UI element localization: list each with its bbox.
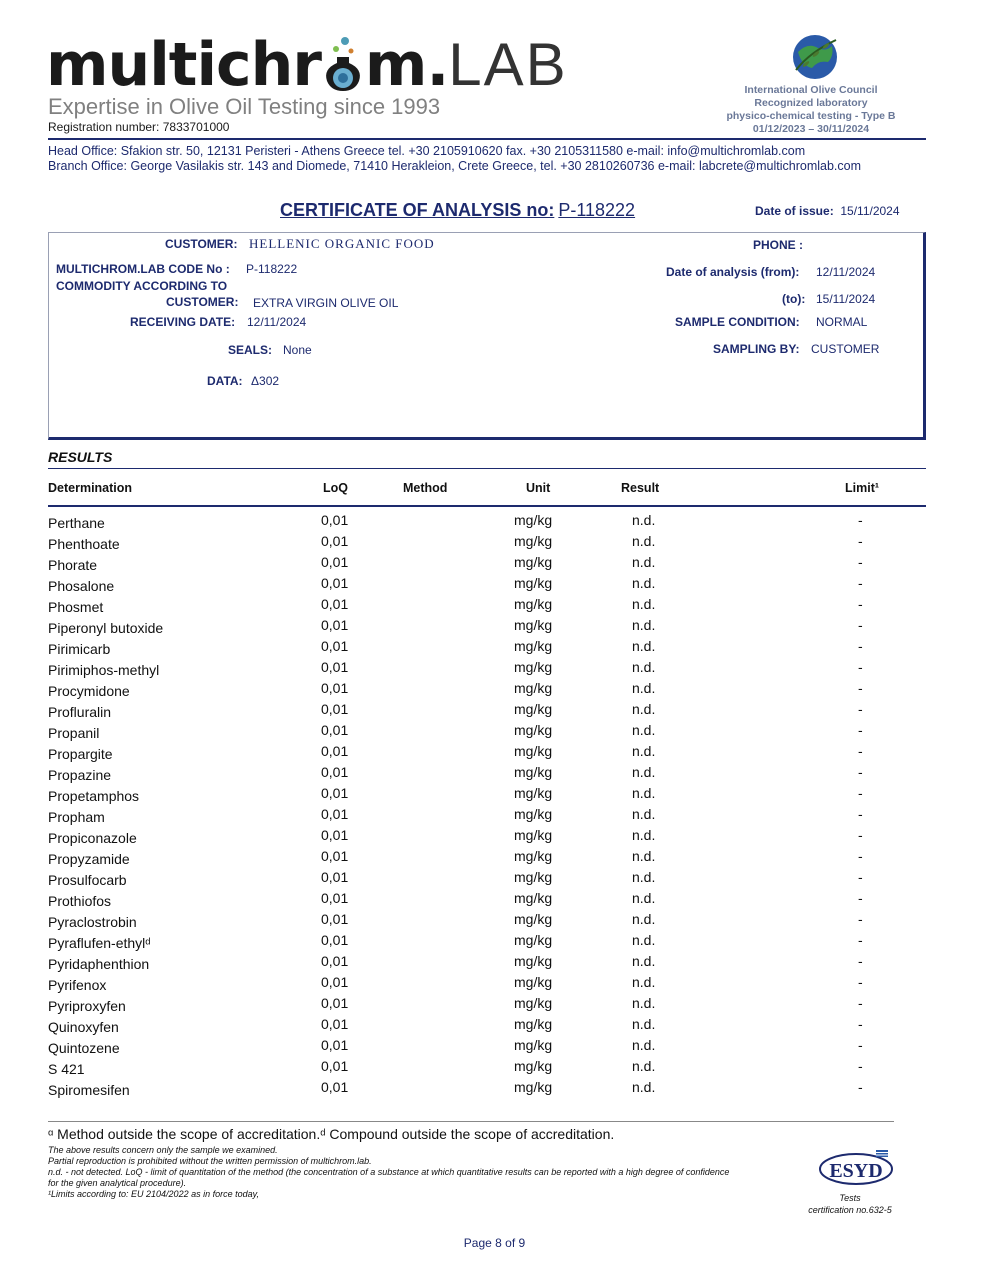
- customer-value: HELLENIC ORGANIC FOOD: [249, 236, 435, 251]
- table-row: [48, 911, 926, 932]
- unit-cell: mg/kg: [514, 680, 553, 696]
- determination-cell: Pirimiphos-methyl: [48, 662, 160, 678]
- determination-cell: S 421: [48, 1061, 85, 1077]
- limit-cell: -: [858, 911, 863, 927]
- registration-number: Registration number: 7833701000: [48, 120, 230, 134]
- limit-cell: -: [858, 1016, 863, 1032]
- unit-cell: mg/kg: [514, 932, 553, 948]
- determination-cell: Propham: [48, 809, 105, 825]
- determination-cell: Pirimicarb: [48, 641, 111, 657]
- table-row: [48, 890, 926, 911]
- loq-cell: 0,01: [321, 785, 349, 801]
- receiving-date-label: RECEIVING DATE:: [130, 315, 236, 329]
- result-cell: n.d.: [632, 974, 656, 990]
- page-number: Page 8 of 9: [463, 1236, 526, 1250]
- table-row: [48, 638, 926, 659]
- unit-cell: mg/kg: [514, 722, 553, 738]
- analysis-from-label: Date of analysis (from):: [666, 265, 800, 279]
- unit-cell: mg/kg: [514, 554, 553, 570]
- result-cell: n.d.: [632, 617, 656, 633]
- results-table: [48, 512, 926, 1100]
- ioc-recognition: International Olive Council Recognized laboratory physico-chemical testing - Type B 01/12/2023 – 30/11/2024: [726, 84, 896, 135]
- table-row: [48, 596, 926, 617]
- unit-cell: mg/kg: [514, 890, 553, 906]
- limit-cell: -: [858, 512, 863, 528]
- analysis-to-label: (to):: [782, 292, 806, 306]
- table-row: [48, 764, 926, 785]
- limit-cell: -: [858, 701, 863, 717]
- branch-office: Branch Office: George Vasilakis str. 143 and Diomede, 71410 Herakleion, Crete Greece, tel. +30 2810260736 e-mail: labcrete@multichromlab.com: [48, 159, 862, 173]
- result-cell: n.d.: [632, 512, 656, 528]
- footnote: n.d. - not detected. LoQ - limit of quantitation of the method (the concentration of a substance at which quantitative results can be reported with a high degree of confidence: [48, 1167, 730, 1177]
- determination-cell: Perthane: [48, 515, 105, 531]
- table-row: [48, 974, 926, 995]
- result-cell: n.d.: [632, 680, 656, 696]
- result-cell: n.d.: [632, 869, 656, 885]
- result-cell: n.d.: [632, 932, 656, 948]
- limit-cell: -: [858, 743, 863, 759]
- result-cell: n.d.: [632, 743, 656, 759]
- result-cell: n.d.: [632, 596, 656, 612]
- commodity-value: EXTRA VIRGIN OLIVE OIL: [253, 296, 399, 310]
- table-row: [48, 785, 926, 806]
- determination-cell: Prothiofos: [48, 893, 112, 909]
- loq-cell: 0,01: [321, 680, 349, 696]
- loq-cell: 0,01: [321, 596, 349, 612]
- unit-cell: mg/kg: [514, 596, 553, 612]
- data-value: Δ302: [251, 374, 280, 388]
- determination-cell: Pyrifenox: [48, 977, 107, 993]
- unit-cell: mg/kg: [514, 953, 553, 969]
- data-label: DATA:: [207, 374, 243, 388]
- seals-value: None: [283, 343, 312, 357]
- unit-cell: mg/kg: [514, 974, 553, 990]
- result-cell: n.d.: [632, 953, 656, 969]
- determination-cell: Profluralin: [48, 704, 112, 720]
- determination-cell: Quinoxyfen: [48, 1019, 119, 1035]
- result-cell: n.d.: [632, 554, 656, 570]
- analysis-from-value: 12/11/2024: [816, 265, 876, 279]
- table-row: [48, 512, 926, 533]
- loq-cell: 0,01: [321, 848, 349, 864]
- limit-cell: -: [858, 995, 863, 1011]
- limit-cell: -: [858, 680, 863, 696]
- limit-cell: -: [858, 1037, 863, 1053]
- head-office: Head Office: Sfakion str. 50, 12131 Peristeri - Athens Greece tel. +30 2105910620 fax. +30 2105311580 e-mail: info@multichromlab.com: [48, 144, 806, 158]
- footnote: ¹Limits according to: EU 2104/2022 as in force today,: [48, 1189, 259, 1199]
- determination-cell: Propanil: [48, 725, 100, 741]
- determination-cell: Propiconazole: [48, 830, 137, 846]
- unit-cell: mg/kg: [514, 701, 553, 717]
- loq-cell: 0,01: [321, 533, 349, 549]
- result-cell: n.d.: [632, 764, 656, 780]
- result-cell: n.d.: [632, 659, 656, 675]
- loq-cell: 0,01: [321, 995, 349, 1011]
- loq-cell: 0,01: [321, 953, 349, 969]
- header-limit: Limit¹: [845, 481, 880, 495]
- determination-cell: Phosalone: [48, 578, 115, 594]
- loq-cell: 0,01: [321, 575, 349, 591]
- table-row: [48, 533, 926, 554]
- table-row: [48, 848, 926, 869]
- loq-cell: 0,01: [321, 617, 349, 633]
- analysis-to-value: 15/11/2024: [816, 292, 876, 306]
- result-cell: n.d.: [632, 533, 656, 549]
- unit-cell: mg/kg: [514, 995, 553, 1011]
- svg-text:ESYD: ESYD: [829, 1160, 883, 1182]
- loq-cell: 0,01: [321, 932, 349, 948]
- result-cell: n.d.: [632, 890, 656, 906]
- unit-cell: mg/kg: [514, 533, 553, 549]
- unit-cell: mg/kg: [514, 869, 553, 885]
- limit-cell: -: [858, 1058, 863, 1074]
- loq-cell: 0,01: [321, 1079, 349, 1095]
- unit-cell: mg/kg: [514, 638, 553, 654]
- limit-cell: -: [858, 848, 863, 864]
- sampling-by-label: SAMPLING BY:: [713, 342, 800, 356]
- accreditation-note: ᵅ Method outside the scope of accreditation.ᵈ Compound outside the scope of accreditation.: [48, 1126, 615, 1142]
- loq-cell: 0,01: [321, 869, 349, 885]
- unit-cell: mg/kg: [514, 827, 553, 843]
- result-cell: n.d.: [632, 575, 656, 591]
- loq-cell: 0,01: [321, 974, 349, 990]
- result-cell: n.d.: [632, 785, 656, 801]
- limit-cell: -: [858, 827, 863, 843]
- table-row: [48, 554, 926, 575]
- result-cell: n.d.: [632, 911, 656, 927]
- loq-cell: 0,01: [321, 1016, 349, 1032]
- table-row: [48, 1016, 926, 1037]
- result-cell: n.d.: [632, 1016, 656, 1032]
- ioc-globe-icon: [788, 30, 842, 84]
- unit-cell: mg/kg: [514, 1016, 553, 1032]
- limit-cell: -: [858, 533, 863, 549]
- unit-cell: mg/kg: [514, 1079, 553, 1095]
- unit-cell: mg/kg: [514, 848, 553, 864]
- determination-cell: Piperonyl butoxide: [48, 620, 164, 636]
- unit-cell: mg/kg: [514, 512, 553, 528]
- table-row: [48, 701, 926, 722]
- loq-cell: 0,01: [321, 701, 349, 717]
- determination-cell: Propargite: [48, 746, 113, 762]
- results-title: RESULTS: [48, 449, 113, 465]
- determination-cell: Pyraclostrobin: [48, 914, 137, 930]
- table-row: [48, 1058, 926, 1079]
- determination-cell: Quintozene: [48, 1040, 120, 1056]
- limit-cell: -: [858, 596, 863, 612]
- unit-cell: mg/kg: [514, 911, 553, 927]
- footnote: for the given analytical procedure).: [48, 1178, 187, 1188]
- header-determination: Determination: [48, 481, 133, 495]
- limit-cell: -: [858, 890, 863, 906]
- issue-date: Date of issue: 15/11/2024: [755, 204, 900, 218]
- limit-cell: -: [858, 659, 863, 675]
- loq-cell: 0,01: [321, 1058, 349, 1074]
- limit-cell: -: [858, 932, 863, 948]
- determination-cell: Procymidone: [48, 683, 130, 699]
- unit-cell: mg/kg: [514, 1058, 553, 1074]
- tests-certification: Tests certification no.632-5: [808, 1193, 892, 1215]
- flask-icon: [321, 30, 365, 100]
- loq-cell: 0,01: [321, 1037, 349, 1053]
- loq-cell: 0,01: [321, 764, 349, 780]
- limit-cell: -: [858, 764, 863, 780]
- lab-code-label: MULTICHROM.LAB CODE No :: [56, 262, 230, 276]
- loq-cell: 0,01: [321, 659, 349, 675]
- determination-cell: Propyzamide: [48, 851, 130, 867]
- result-cell: n.d.: [632, 1037, 656, 1053]
- header-unit: Unit: [526, 481, 551, 495]
- results-top-divider: [48, 468, 926, 469]
- unit-cell: mg/kg: [514, 764, 553, 780]
- result-cell: n.d.: [632, 1079, 656, 1095]
- commodity-label: COMMODITY ACCORDING TO: [56, 279, 228, 293]
- table-row: [48, 743, 926, 764]
- determination-cell: Pyraflufen-ethylᵈ: [48, 935, 151, 951]
- commodity-customer-label: CUSTOMER:: [166, 295, 239, 309]
- sample-condition-label: SAMPLE CONDITION:: [675, 315, 800, 329]
- table-row: [48, 659, 926, 680]
- result-cell: n.d.: [632, 848, 656, 864]
- table-row: [48, 680, 926, 701]
- company-logo: multichr m.LAB: [46, 30, 568, 100]
- table-row: [48, 1079, 926, 1100]
- footnote: Partial reproduction is prohibited without the written permission of multichrom.lab.: [48, 1156, 372, 1166]
- lab-code-value: P-118222: [246, 262, 298, 276]
- limit-cell: -: [858, 617, 863, 633]
- loq-cell: 0,01: [321, 890, 349, 906]
- table-row: [48, 827, 926, 848]
- limit-cell: -: [858, 869, 863, 885]
- loq-cell: 0,01: [321, 722, 349, 738]
- sample-condition-value: NORMAL: [816, 315, 868, 329]
- header-result: Result: [621, 481, 660, 495]
- determination-cell: Pyridaphenthion: [48, 956, 150, 972]
- loq-cell: 0,01: [321, 743, 349, 759]
- seals-label: SEALS:: [228, 343, 273, 357]
- limit-cell: -: [858, 638, 863, 654]
- result-cell: n.d.: [632, 995, 656, 1011]
- limit-cell: -: [858, 575, 863, 591]
- table-row: [48, 869, 926, 890]
- unit-cell: mg/kg: [514, 806, 553, 822]
- loq-cell: 0,01: [321, 554, 349, 570]
- result-cell: n.d.: [632, 827, 656, 843]
- table-row: [48, 995, 926, 1016]
- header-loq: LoQ: [323, 481, 348, 495]
- loq-cell: 0,01: [321, 638, 349, 654]
- result-cell: n.d.: [632, 701, 656, 717]
- table-row: [48, 617, 926, 638]
- loq-cell: 0,01: [321, 827, 349, 843]
- limit-cell: -: [858, 806, 863, 822]
- results-header-divider: [48, 505, 926, 507]
- determination-cell: Phorate: [48, 557, 98, 573]
- determination-cell: Prosulfocarb: [48, 872, 127, 888]
- loq-cell: 0,01: [321, 512, 349, 528]
- esyd-logo: [818, 1150, 894, 1186]
- table-row: [48, 1037, 926, 1058]
- limit-cell: -: [858, 722, 863, 738]
- limit-cell: -: [858, 1079, 863, 1095]
- unit-cell: mg/kg: [514, 1037, 553, 1053]
- determination-cell: Propazine: [48, 767, 112, 783]
- customer-label: CUSTOMER:: [165, 237, 238, 251]
- determination-cell: Pyriproxyfen: [48, 998, 126, 1014]
- limit-cell: -: [858, 554, 863, 570]
- table-row: [48, 953, 926, 974]
- certificate-title: CERTIFICATE OF ANALYSIS no: P-118222: [280, 200, 636, 220]
- sampling-by-value: CUSTOMER: [811, 342, 880, 356]
- result-cell: n.d.: [632, 1058, 656, 1074]
- table-row: [48, 575, 926, 596]
- unit-cell: mg/kg: [514, 743, 553, 759]
- loq-cell: 0,01: [321, 806, 349, 822]
- determination-cell: Phosmet: [48, 599, 104, 615]
- result-cell: n.d.: [632, 722, 656, 738]
- certificate-number: P-118222: [558, 200, 636, 220]
- footnote: The above results concern only the sample we examined.: [48, 1145, 278, 1155]
- table-row: [48, 932, 926, 953]
- receiving-date-value: 12/11/2024: [247, 315, 307, 329]
- tagline: Expertise in Olive Oil Testing since 1993: [48, 94, 441, 119]
- phone-label: PHONE :: [753, 238, 804, 252]
- unit-cell: mg/kg: [514, 617, 553, 633]
- determination-cell: Spiromesifen: [48, 1082, 130, 1098]
- table-row: [48, 806, 926, 827]
- header-divider: [48, 138, 926, 140]
- loq-cell: 0,01: [321, 911, 349, 927]
- determination-cell: Propetamphos: [48, 788, 140, 804]
- footer-divider: [48, 1121, 894, 1122]
- result-cell: n.d.: [632, 806, 656, 822]
- limit-cell: -: [858, 953, 863, 969]
- result-cell: n.d.: [632, 638, 656, 654]
- unit-cell: mg/kg: [514, 659, 553, 675]
- determination-cell: Phenthoate: [48, 536, 120, 552]
- limit-cell: -: [858, 785, 863, 801]
- unit-cell: mg/kg: [514, 575, 553, 591]
- header-method: Method: [403, 481, 448, 495]
- limit-cell: -: [858, 974, 863, 990]
- unit-cell: mg/kg: [514, 785, 553, 801]
- table-row: [48, 722, 926, 743]
